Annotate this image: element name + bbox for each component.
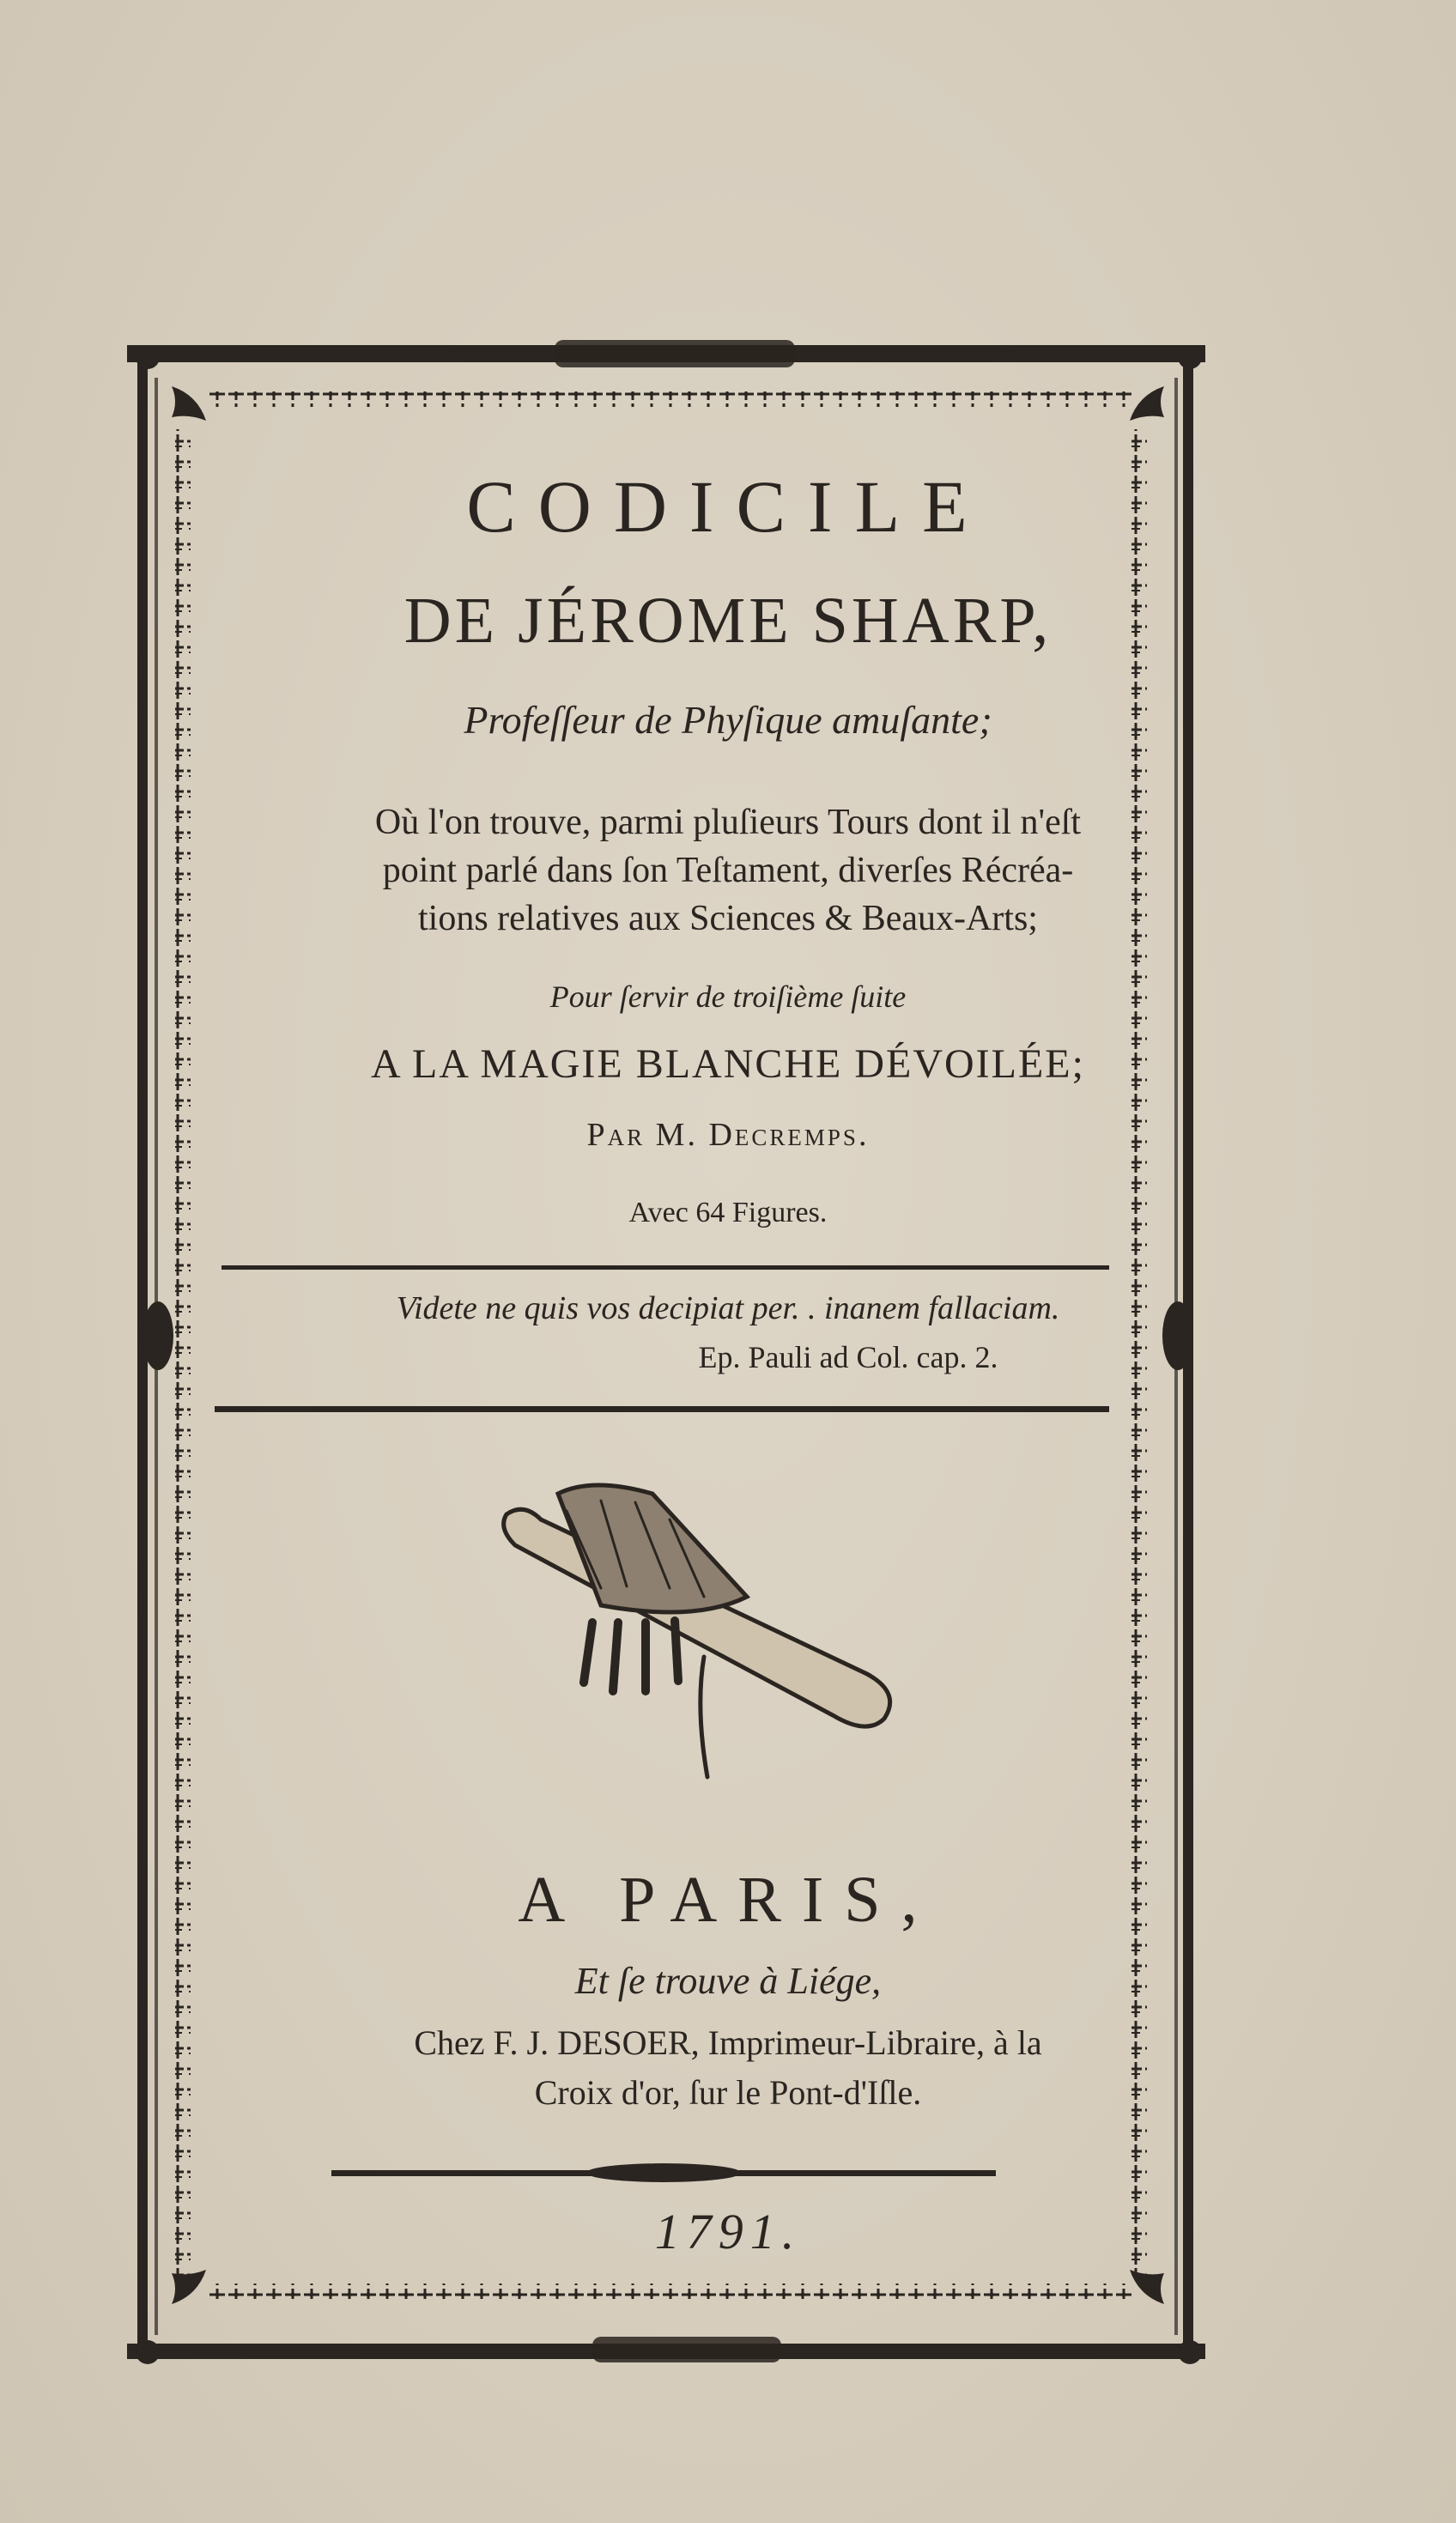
book-subtitle: DE JÉROME SHARP, — [403, 585, 1053, 657]
epigraph: Videte ne quis vos decipiat per. . inanem fallaciam. — [396, 1290, 1060, 1326]
place-of-publication: A PARIS, — [518, 1864, 938, 1936]
author-profession: Profeſſeur de Phyſique amuſante; — [464, 698, 992, 742]
series-title: A LA MAGIE BLANCHE DÉVOILÉE; — [371, 1041, 1085, 1087]
also-found-line: Et ſe trouve à Liége, — [574, 1960, 882, 2002]
publisher-line-1: Chez F. J. DESOER, Imprimeur-Libraire, à la — [414, 2023, 1042, 2062]
author-line: Par M. Decremps. — [586, 1117, 870, 1153]
description-line-1: Où l'on trouve, parmi pluſieurs Tours dont il n'eſt — [374, 803, 1082, 842]
woodcut-vignette — [504, 1485, 890, 1777]
publication-year: 1791. — [654, 2204, 802, 2259]
description-line-3: tions relatives aux Sciences & Beaux-Arts; — [418, 899, 1038, 938]
book-title: CODICILE — [466, 465, 990, 548]
publisher-line-2: Croix d'or, ſur le Pont-d'Iſle. — [534, 2073, 922, 2112]
figures-line: Avec 64 Figures. — [628, 1197, 828, 1228]
epigraph-source: Ep. Pauli ad Col. cap. 2. — [698, 1340, 998, 1374]
purpose-line: Pour ſervir de troiſième ſuite — [549, 979, 907, 1014]
description-line-2: point parlé dans ſon Teſtament, diverſes Récréa- — [382, 851, 1074, 890]
